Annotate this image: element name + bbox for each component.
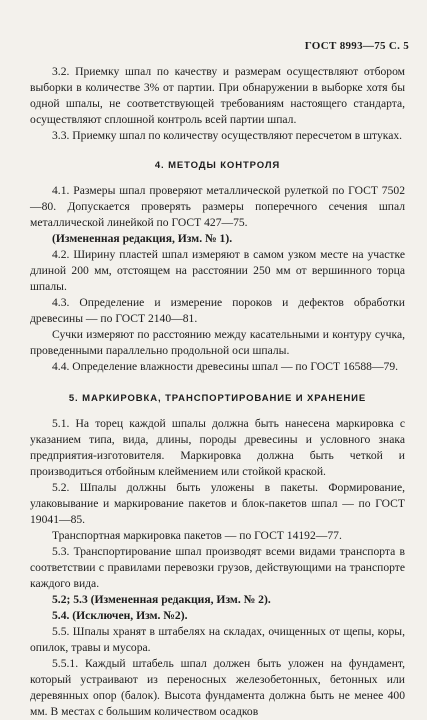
section-4-title: 4. МЕТОДЫ КОНТРОЛЯ (154, 160, 281, 171)
page-header: ГОСТ 8993—75 С. 5 (304, 40, 409, 52)
amendment-note-4-1: (Измененная редакция, Изм. № 1). (52, 232, 233, 245)
amendment-note-5-2-5-3: 5.2; 5.3 (Измененная редакция, Изм. № 2). (52, 593, 271, 606)
paragraph-4-1: 4.1. Размеры шпал проверяют металлической рулеткой по ГОСТ 7502—80. Допускается проверять размеры поперечного сечения шпал металлической линейкой по ГОСТ 427—75. (30, 184, 405, 229)
paragraph-4-4: 4.4. Определение влажности древесины шпал — по ГОСТ 16588—79. (52, 360, 399, 373)
section-5-title: 5. МАРКИРОВКА, ТРАНСПОРТИРОВАНИЕ И ХРАНЕНИЕ (68, 393, 367, 404)
paragraph-5-2: 5.2. Шпалы должны быть уложены в пакеты. Формирование, улаковывание и маркирование пакетов и блок-пакетов шпал — по ГОСТ 19041—85. (30, 481, 405, 526)
paragraph-4-3: 4.3. Определение и измерение пороков и дефектов обработки древесины — по ГОСТ 2140—81. (30, 296, 405, 325)
paragraph-3-3: 3.3. Приемку шпал по количеству осуществляют пересчетом в штуках. (52, 129, 403, 142)
paragraph-knots: Сучки измеряют по расстоянию между касательными и контуру сучка, проведенными параллельно продольной оси шпалы. (30, 328, 405, 357)
paragraph-4-2: 4.2. Ширину пластей шпал измеряют в самом узком месте на участке длиной 200 мм, отстоящем на расстоянии 250 мм от вершинного торца шпалы. (30, 248, 405, 293)
paragraph-5-3: 5.3. Транспортирование шпал производят всеми видами транспорта в соответствии с правилами перевозки грузов, действующими на транспорте каждого вида. (30, 545, 405, 590)
paragraph-5-1: 5.1. На торец каждой шпалы должна быть нанесена маркировка с указанием типа, вида, длины, породы древесины и условного знака предприятия-изготовителя. Маркировка должна быть четкой и производиться отбойным клеймением или стойкой краской. (30, 417, 405, 478)
paragraph-5-4: 5.4. (Исключен, Изм. №2). (52, 609, 188, 622)
paragraph-3-2: 3.2. Приемку шпал по качеству и размерам осуществляют отбором выборки в количестве 3% от партии. При обнаружении в выборке хотя бы одной шпалы, не соответствующей требованиям настоящего стандарта, осуществляют сплошной контроль всей партии шпал. (30, 65, 405, 126)
paragraph-5-5-1: 5.5.1. Каждый штабель шпал должен быть уложен на фундамент, который устраивают из переносных железобетонных, бетонных или деревянных опор (балок). Высота фундамента должна быть не менее 400 мм. В местах с большим количеством осадков (30, 657, 405, 718)
page-content (30, 64, 405, 720)
paragraph-5-5: 5.5. Шпалы хранят в штабелях на складах, очищенных от щепы, коры, опилок, травы и мусора. (30, 625, 405, 654)
paragraph-transport-marking: Транспортная маркировка пакетов — по ГОСТ 14192—77. (52, 529, 342, 542)
